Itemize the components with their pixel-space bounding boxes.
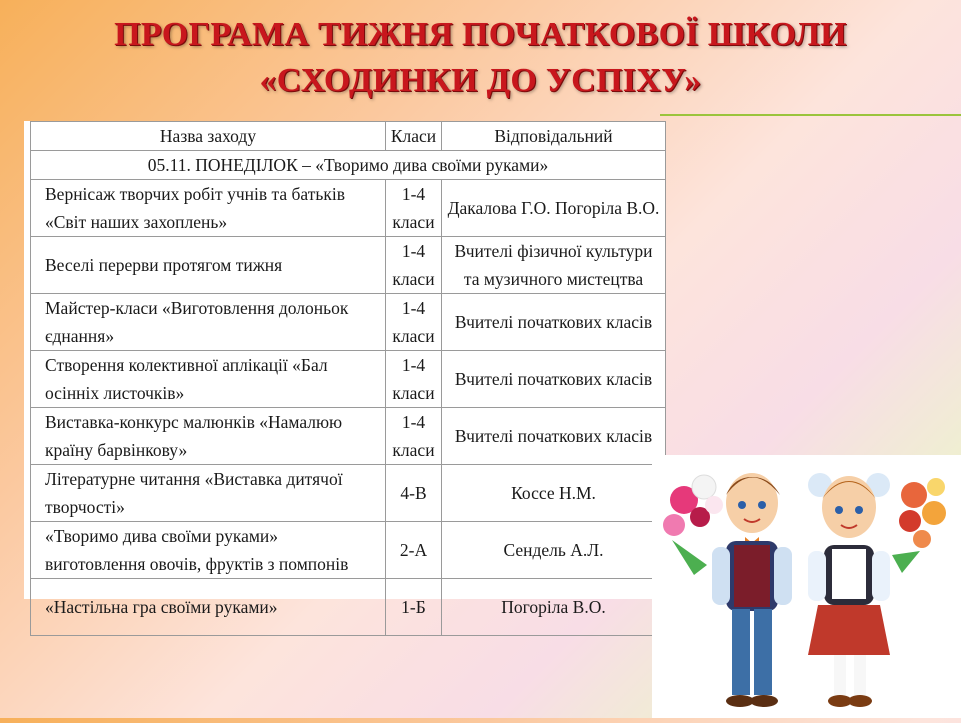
event-classes: 1-4 класи [386,237,442,294]
slide-title-line-2: «СХОДИНКИ ДО УСПІХУ» [259,62,702,99]
girl-bouquet [892,478,946,573]
girl-figure [808,473,890,707]
event-classes: 4-В [386,465,442,522]
table-row [31,465,666,522]
event-responsible: Коссе Н.М. [442,465,666,522]
event-name: «Настільна гра своїми руками» [31,579,386,636]
table-row [31,237,666,294]
table-row [31,351,666,408]
event-responsible: Погоріла В.О. [442,579,666,636]
day-heading-row [31,151,666,180]
event-name: Літературне читання «Виставка дитячої творчості» [31,465,386,522]
event-name: Виставка-конкурс малюнків «Намалюю країну барвінкову» [31,408,386,465]
event-name: «Творимо дива своїми руками» виготовлення овочів, фруктів з помпонів [31,522,386,579]
header-event-name: Назва заходу [31,122,386,151]
schoolchildren-illustration [652,455,961,718]
boy-figure [712,473,792,707]
table-row [31,180,666,237]
day-heading: 05.11. ПОНЕДІЛОК – «Творимо дива своїми руками» [31,151,666,180]
header-responsible: Відповідальний [442,122,666,151]
header-classes: Класи [386,122,442,151]
event-classes: 1-Б [386,579,442,636]
event-classes: 1-4 класи [386,294,442,351]
event-classes: 1-4 класи [386,180,442,237]
event-name: Вернісаж творчих робіт учнів та батьків «Світ наших захоплень» [31,180,386,237]
schedule-table-container [24,121,665,617]
event-classes: 1-4 класи [386,408,442,465]
event-classes: 2-А [386,522,442,579]
event-name: Веселі перерви протягом тижня [31,237,386,294]
table-header-row [31,122,666,151]
event-responsible: Вчителі початкових класів [442,408,666,465]
table-row [31,294,666,351]
event-responsible: Вчителі фізичної культури та музичного мистецтва [442,237,666,294]
decorative-divider [660,114,961,116]
slide-title-line-1: ПРОГРАМА ТИЖНЯ ПОЧАТКОВОЇ ШКОЛИ [114,16,847,53]
event-responsible: Вчителі початкових класів [442,351,666,408]
schedule-table [30,121,666,636]
event-classes: 1-4 класи [386,351,442,408]
event-name: Створення колективної аплікації «Бал осінніх листочків» [31,351,386,408]
schoolchildren-picture [652,455,961,718]
table-row [31,408,666,465]
event-responsible: Вчителі початкових класів [442,294,666,351]
slide-title [0,12,961,104]
table-row [31,579,666,636]
event-name: Майстер-класи «Виготовлення долоньок єднання» [31,294,386,351]
event-responsible: Сендель А.Л. [442,522,666,579]
table-row [31,522,666,579]
event-responsible: Дакалова Г.О. Погоріла В.О. [442,180,666,237]
